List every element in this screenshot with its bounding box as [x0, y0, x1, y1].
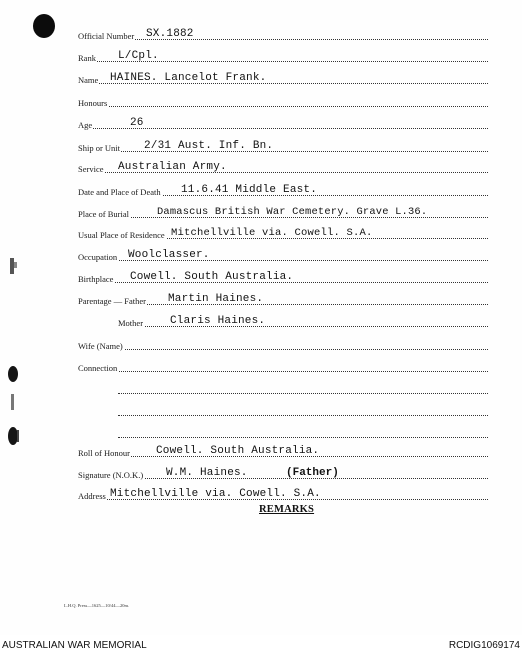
dotted-line: [118, 393, 488, 394]
address-row: [78, 484, 488, 502]
mother-label: Mother: [118, 318, 144, 328]
occupation-row: [78, 245, 488, 263]
burial-row: [78, 202, 488, 220]
official-number-label: Official Number: [78, 31, 135, 41]
age-row: [78, 113, 488, 131]
dotted-line: [78, 39, 488, 40]
remarks-heading: REMARKS: [259, 504, 315, 515]
signature-value: W.M. Haines.: [166, 467, 248, 479]
unit-row: [78, 136, 488, 154]
dotted-line: [78, 349, 488, 350]
rank-row: [78, 46, 488, 64]
connection-line-4: [118, 422, 488, 440]
connection-line-3: [118, 400, 488, 418]
official-number-row: [78, 24, 488, 42]
death-label: Date and Place of Death: [78, 187, 161, 197]
father-label: Parentage — Father: [78, 296, 146, 306]
roll-of-honour-row: [78, 441, 488, 459]
archive-footer: [0, 636, 522, 654]
connection-row: [78, 356, 488, 374]
footer-record-id: RCDIG1069174: [448, 640, 520, 651]
burial-label: Place of Burial: [78, 209, 129, 219]
burial-value: Damascus British War Cemetery. Grave L.36.: [157, 206, 428, 218]
death-row: [78, 180, 488, 198]
honours-label: Honours: [78, 98, 108, 108]
binding-mark-2: [6, 364, 20, 384]
official-number-value: SX.1882: [146, 28, 194, 40]
wife-row: [78, 334, 488, 352]
punch-hole-top: [33, 14, 55, 38]
name-row: [78, 68, 488, 86]
unit-label: Ship or Unit: [78, 143, 121, 153]
rank-label: Rank: [78, 53, 96, 63]
name-value: HAINES. Lancelot Frank.: [110, 72, 267, 84]
residence-value: Mitchellville via. Cowell. S.A.: [171, 227, 373, 239]
signature-row: [78, 463, 488, 481]
birthplace-row: [78, 267, 488, 285]
birthplace-value: Cowell. South Australia.: [130, 271, 294, 283]
occupation-value: Woolclasser.: [128, 249, 210, 261]
death-value: 11.6.41 Middle East.: [181, 184, 318, 196]
connection-label: Connection: [78, 363, 118, 373]
residence-row: [78, 223, 488, 241]
mother-value: Claris Haines.: [170, 315, 266, 327]
service-value: Australian Army.: [118, 161, 227, 173]
binding-mark-4: [6, 424, 20, 448]
dotted-line: [78, 151, 488, 152]
printer-imprint: L.H.Q. Press—1625—10/44—20m.: [64, 603, 130, 608]
service-label: Service: [78, 164, 104, 174]
address-value: Mitchellville via. Cowell. S.A.: [110, 488, 321, 500]
wife-label: Wife (Name): [78, 341, 123, 351]
dotted-line: [118, 437, 488, 438]
connection-line-2: [118, 378, 488, 396]
roll-of-honour-label: Roll of Honour: [78, 448, 130, 458]
signature-relation: (Father): [286, 467, 339, 479]
dotted-line: [78, 106, 488, 107]
occupation-label: Occupation: [78, 252, 118, 262]
service-row: [78, 157, 488, 175]
unit-value: 2/31 Aust. Inf. Bn.: [144, 140, 274, 152]
residence-label: Usual Place of Residence: [78, 230, 165, 240]
address-label: Address: [78, 491, 106, 501]
dotted-line: [118, 415, 488, 416]
age-label: Age: [78, 120, 93, 130]
name-label: Name: [78, 75, 99, 85]
signature-label: Signature (N.O.K.): [78, 470, 144, 480]
dotted-line: [78, 371, 488, 372]
honours-row: [78, 91, 488, 109]
mother-row: [118, 311, 488, 329]
roll-of-honour-value: Cowell. South Australia.: [156, 445, 320, 457]
birthplace-label: Birthplace: [78, 274, 114, 284]
age-value: 26: [130, 117, 144, 129]
footer-institution: AUSTRALIAN WAR MEMORIAL: [2, 640, 147, 651]
binding-mark-1: [6, 256, 20, 276]
rank-value: L/Cpl.: [118, 50, 159, 62]
father-value: Martin Haines.: [168, 293, 264, 305]
binding-mark-3: [6, 392, 20, 412]
father-row: [78, 289, 488, 307]
